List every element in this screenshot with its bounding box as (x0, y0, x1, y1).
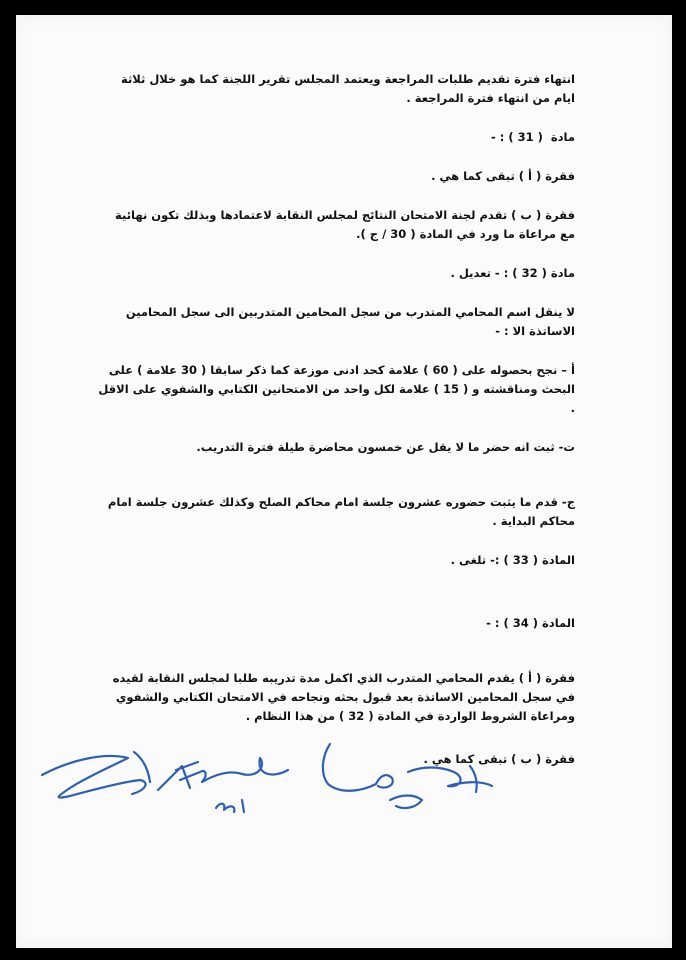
article-31-clause-b: فقرة ( ب ) تقدم لجنة الامتحان النتائج لمجلس النقابة لاعتمادها وبذلك تكون نهائية مع مراعاة ما ورد في المادة ( 30 / ج ). (111, 208, 575, 241)
handwritten-signatures (30, 730, 500, 840)
article-31-clause-a: فقرة ( أ ) تبقى كما هي . (431, 169, 575, 183)
article-34-heading: المادة ( 34 ) : - (486, 616, 575, 630)
paragraph-review-period: انتهاء فترة تقديم طلبات المراجعة ويعتمد المجلس تقرير اللجنة كما هو خلال ثلاثة ايام من انتهاء فترة المراجعة . (116, 72, 575, 105)
signature-1 (42, 756, 146, 798)
article-32-heading: مادة ( 32 ) : - تعديل . (450, 266, 575, 280)
article-34-clause-b: فقرة ( ب ) تبقى كما هي . (423, 752, 575, 766)
article-32-intro: لا ينقل اسم المحامي المتدرب من سجل المحامين المتدربين الى سجل المحامين الاساتذة الا : - (121, 305, 575, 338)
article-32-item-t: ت- ثبت انه حضر ما لا يقل عن خمسون محاضرة طيلة فترة التدريب. (196, 440, 575, 454)
signature-4 (323, 744, 393, 791)
signature-3 (216, 800, 244, 812)
article-32-item-a: أ – نجح بحصوله على ( 60 ) علامة كحد ادنى موزعة كما ذكر سابقا ( 30 علامة ) على البحث ومناقشته و ( 15 ) علامة لكل واحد من الامتحانين الكتابي والشفوي على الاقل . (94, 363, 575, 415)
signature-2 (158, 758, 288, 790)
article-34-clause-a: فقرة ( أ ) يقدم المحامي المتدرب الذي اكمل مدة تدريبه طلبا لمجلس النقابة لقيده في سجل المحامين الاساتذة بعد قبول بحثه ونجاحه في الامتحان الكتابي والشفوي ومراعاة الشروط الواردة في المادة ( 32 ) من هذا النظام . (108, 671, 575, 723)
signatures (30, 730, 500, 840)
article-32-item-j: ج- قدم ما يثبت حضوره عشرون جلسة امام محاكم الصلح وكذلك عشرون جلسة امام محاكم البداية . (103, 495, 575, 528)
article-31-heading: مادة ( 31 ) : - (490, 130, 575, 144)
signature-1-tail (134, 752, 150, 782)
signature-5 (408, 766, 492, 792)
document-body (94, 70, 575, 769)
article-33-heading: المادة ( 33 ) :- تلغى . (450, 553, 575, 567)
signature-6 (390, 796, 422, 809)
